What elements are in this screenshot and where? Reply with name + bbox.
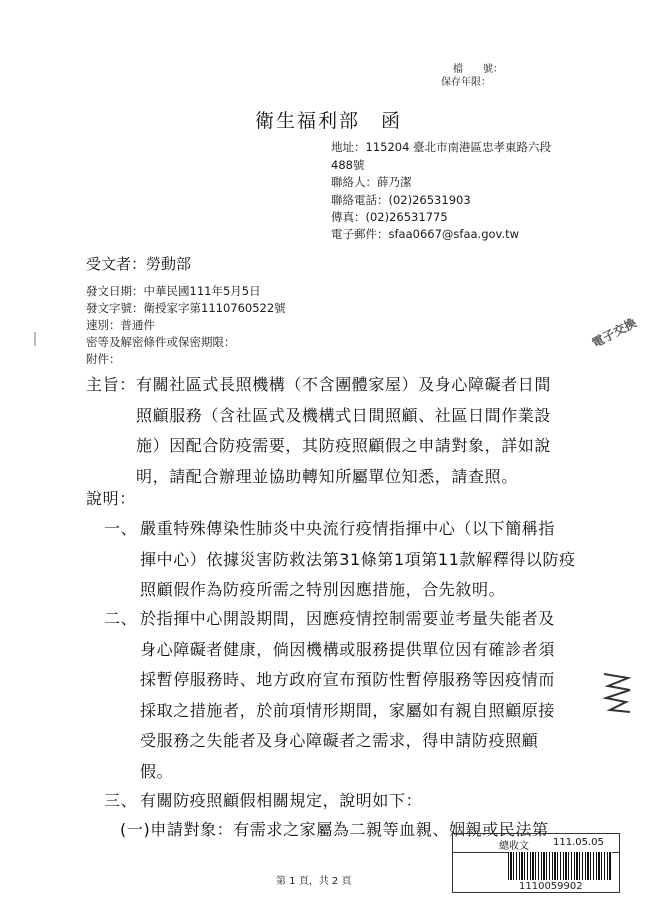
sender-email: 電子郵件：sfaa0667@sfaa.gov.tw [331,227,520,241]
sender-address-line2: 488號 [331,158,365,172]
item-marker-1: 一、 [104,519,138,538]
meta-secrecy: 密等及解密條件或保密期限： [86,335,236,349]
receipt-label: 總收文 [499,841,529,852]
item-marker-3: 三、 [104,791,138,810]
item-line: 受服務之失能者及身心障礙者之需求，得申請防疫照顧 [140,731,539,750]
page-number: 第 1 頁，共 2 頁 [276,876,352,887]
barcode-number: 1110059902 [519,881,583,892]
sender-fax: 傳真：(02)26531775 [331,210,448,224]
item-line: 嚴重特殊傳染性肺炎中央流行疫情指揮中心（以下簡稱指 [140,519,556,538]
binding-mark-icon [30,330,40,350]
meta-attachment: 附件： [86,352,121,366]
retention-label: 保存年限： [441,77,491,88]
item-line: 照顧假作為防疫所需之特別因應措施，合先敘明。 [140,580,506,599]
sub-item-applicants: (一)申請對象：有需求之家屬為二親等血親、姻親或民法第 [120,820,549,839]
margin-scribble-icon [600,668,636,716]
item-marker-2: 二、 [104,609,138,628]
sender-contact: 聯絡人：薛乃潔 [331,175,412,189]
subject-line: 施）因配合防疫需要，其防疫照顧假之申請對象，詳如說 [136,436,552,455]
explanation-item-3 [140,786,422,817]
meta-date: 發文日期：中華民國111年5月5日 [86,284,261,298]
sender-phone: 聯絡電話：(02)26531903 [331,193,471,207]
subject-line: 照顧服務（含社區式及機構式日間照顧、社區日間作業設 [136,405,552,425]
subject-line: 有關社區式長照機構（不含團體家屋）及身心障礙者日間 [136,375,552,394]
explanation-item-1 [140,514,576,606]
explanation-label: 說明： [86,489,136,508]
item-line: 於指揮中心開設期間，因應疫情控制需要並考量失能者及 [140,609,556,628]
explanation-item-2 [140,604,555,787]
subject-label: 主旨： [86,375,136,394]
subject-line: 明，請配合辦理並協助轉知所屬單位知悉，請查照。 [136,466,518,486]
item-line: 採暫停服務時、地方政府宣布預防性暫停服務等因疫情而 [140,670,556,689]
meta-speed: 速別：普通件 [86,318,155,332]
file-number-label: 檔 號： [453,64,503,75]
recipient: 受文者：勞動部 [86,255,192,273]
subject-text [136,370,551,492]
item-line: 揮中心）依據災害防救法第31條第1項第11款解釋得以防疫 [140,549,576,569]
item-line: 身心障礙者健康，倘因機構或服務提供單位因有確診者須 [140,639,556,659]
sender-address-line1: 地址：115204 臺北市南港區忠孝東路六段 [331,140,552,154]
receipt-date: 111.05.05 [553,837,604,848]
meta-doc-number: 發文字號：衛授家字第1110760522號 [86,301,286,315]
barcode [508,852,612,880]
item-line: 有關防疫照顧假相關規定，說明如下： [140,791,423,810]
item-line: 採取之措施者，於前項情形期間，家屬如有親自照顧原接 [140,700,556,720]
exchange-stamp: 電子交換 [589,315,639,351]
item-line: 假。 [140,761,174,781]
document-title: 衛生福利部 函 [255,110,403,132]
